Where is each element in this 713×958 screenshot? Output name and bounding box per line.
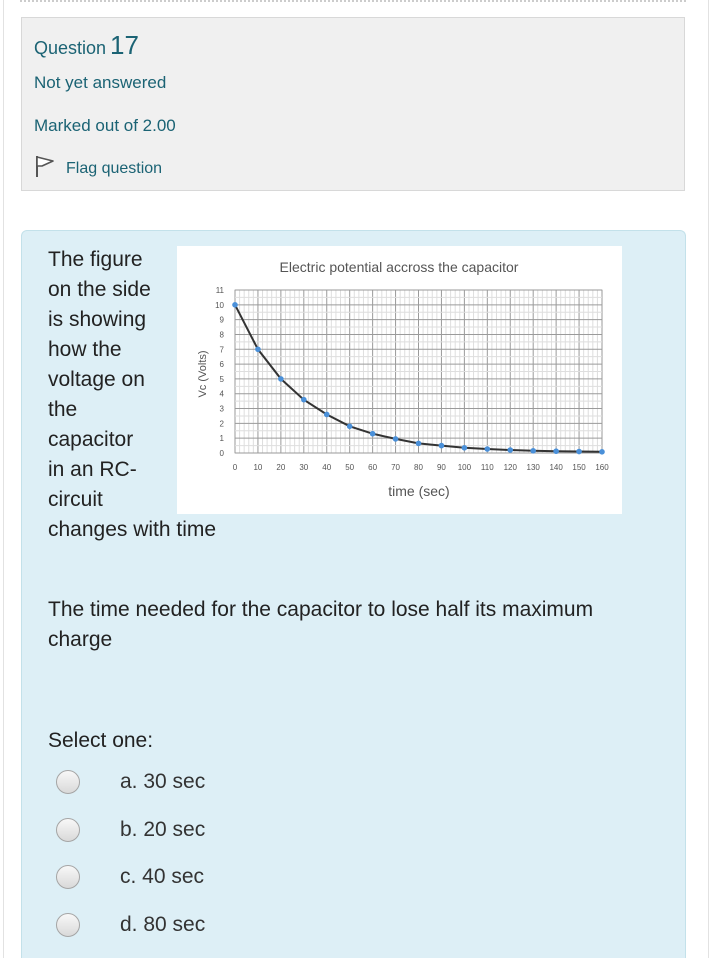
y-tick-label: 5: [219, 374, 224, 384]
y-tick-label: 6: [219, 360, 224, 370]
question-text-line: The figure: [48, 248, 143, 271]
data-point: [507, 447, 513, 453]
x-tick-label: 110: [480, 463, 494, 472]
y-tick-label: 9: [219, 315, 224, 325]
x-tick-label: 150: [572, 463, 586, 472]
x-tick-label: 0: [232, 463, 238, 472]
radio-button[interactable]: [56, 818, 80, 842]
data-point: [324, 412, 330, 418]
question-grade: Marked out of 2.00: [34, 116, 176, 135]
x-tick-label: 160: [595, 463, 609, 472]
question-text-line: the: [48, 398, 78, 421]
question-text-line: is showing: [48, 308, 147, 331]
x-tick-label: 80: [414, 463, 423, 472]
data-point: [553, 448, 559, 454]
question-title: [34, 30, 139, 61]
x-axis-ticks: [233, 463, 609, 472]
answer-option-b[interactable]: [56, 818, 205, 842]
data-point: [347, 424, 353, 430]
data-point: [393, 436, 399, 442]
x-tick-label: 100: [457, 463, 472, 472]
question-text-line: circuit: [48, 488, 103, 511]
x-tick-label: 20: [276, 463, 286, 472]
data-point: [370, 431, 376, 437]
y-tick-label: 0: [219, 449, 224, 458]
answer-option-a[interactable]: [56, 770, 205, 794]
answer-option-label: b. 20 sec: [120, 818, 206, 841]
question-prompt: The time needed for the capacitor to lose half its maximum charge: [48, 598, 594, 651]
data-point: [462, 445, 468, 451]
question-text-line: on the side: [48, 278, 151, 301]
answer-option-label: a. 30 sec: [120, 770, 206, 793]
question-number: 17: [110, 30, 139, 60]
y-tick-label: 8: [219, 330, 224, 340]
question-content: [21, 230, 686, 958]
y-tick-label: 1: [219, 434, 224, 444]
x-tick-label: 40: [322, 463, 332, 472]
question-text-line: voltage on: [48, 368, 145, 391]
page-border-left: [3, 0, 4, 958]
x-tick-label: 10: [253, 463, 263, 472]
radio-button[interactable]: [56, 865, 80, 889]
data-point: [278, 376, 284, 382]
flag-icon: [34, 154, 56, 183]
y-axis-label: Vc (Volts): [197, 350, 209, 398]
question-state: Not yet answered: [34, 73, 167, 92]
question-text-line: how the: [48, 338, 122, 361]
answer-option-label: c. 40 sec: [120, 865, 205, 888]
question-info-panel: [21, 17, 685, 191]
flag-question-link[interactable]: [34, 154, 162, 183]
voltage-chart: [177, 246, 622, 514]
page-border-right: [708, 0, 709, 958]
answer-option-c[interactable]: [56, 865, 204, 889]
x-tick-label: 70: [391, 463, 401, 472]
answer-option-label: d. 80 sec: [120, 913, 206, 936]
data-point: [232, 302, 238, 308]
x-axis-label: time (sec): [388, 483, 450, 499]
x-tick-label: 140: [549, 463, 563, 472]
y-tick-label: 2: [219, 419, 224, 429]
data-point: [599, 449, 605, 455]
answer-option-d[interactable]: [56, 913, 205, 937]
question-text-tail: changes with time: [48, 518, 217, 541]
data-point: [576, 449, 582, 455]
data-point: [301, 397, 307, 403]
y-axis-ticks: [215, 286, 224, 458]
data-point: [485, 446, 491, 452]
x-tick-label: 90: [436, 463, 446, 472]
voltage-chart-figure: [177, 246, 622, 514]
x-tick-label: 30: [299, 463, 309, 472]
y-tick-label: 11: [215, 286, 224, 295]
x-tick-label: 60: [368, 463, 378, 472]
chart-title: Electric potential accross the capacitor: [279, 259, 519, 275]
y-tick-label: 4: [219, 389, 224, 399]
y-tick-label: 3: [219, 404, 224, 414]
question-text-line: in an RC-: [48, 458, 137, 481]
x-tick-label: 130: [526, 463, 540, 472]
radio-button[interactable]: [56, 770, 80, 794]
flag-question-label: Flag question: [66, 159, 163, 177]
data-point: [439, 443, 445, 449]
x-tick-label: 50: [345, 463, 355, 472]
question-label: Question: [34, 38, 107, 58]
data-point: [530, 448, 536, 454]
radio-button[interactable]: [56, 913, 80, 937]
chart-grid: [235, 290, 602, 453]
top-divider: [20, 0, 686, 5]
y-tick-label: 10: [215, 300, 224, 310]
y-tick-label: 7: [219, 345, 224, 355]
data-point: [416, 441, 422, 447]
question-text-line: capacitor: [48, 428, 134, 451]
data-point: [255, 346, 261, 352]
select-one-label: Select one:: [48, 729, 154, 752]
question-text: [48, 245, 178, 515]
x-tick-label: 120: [503, 463, 517, 472]
